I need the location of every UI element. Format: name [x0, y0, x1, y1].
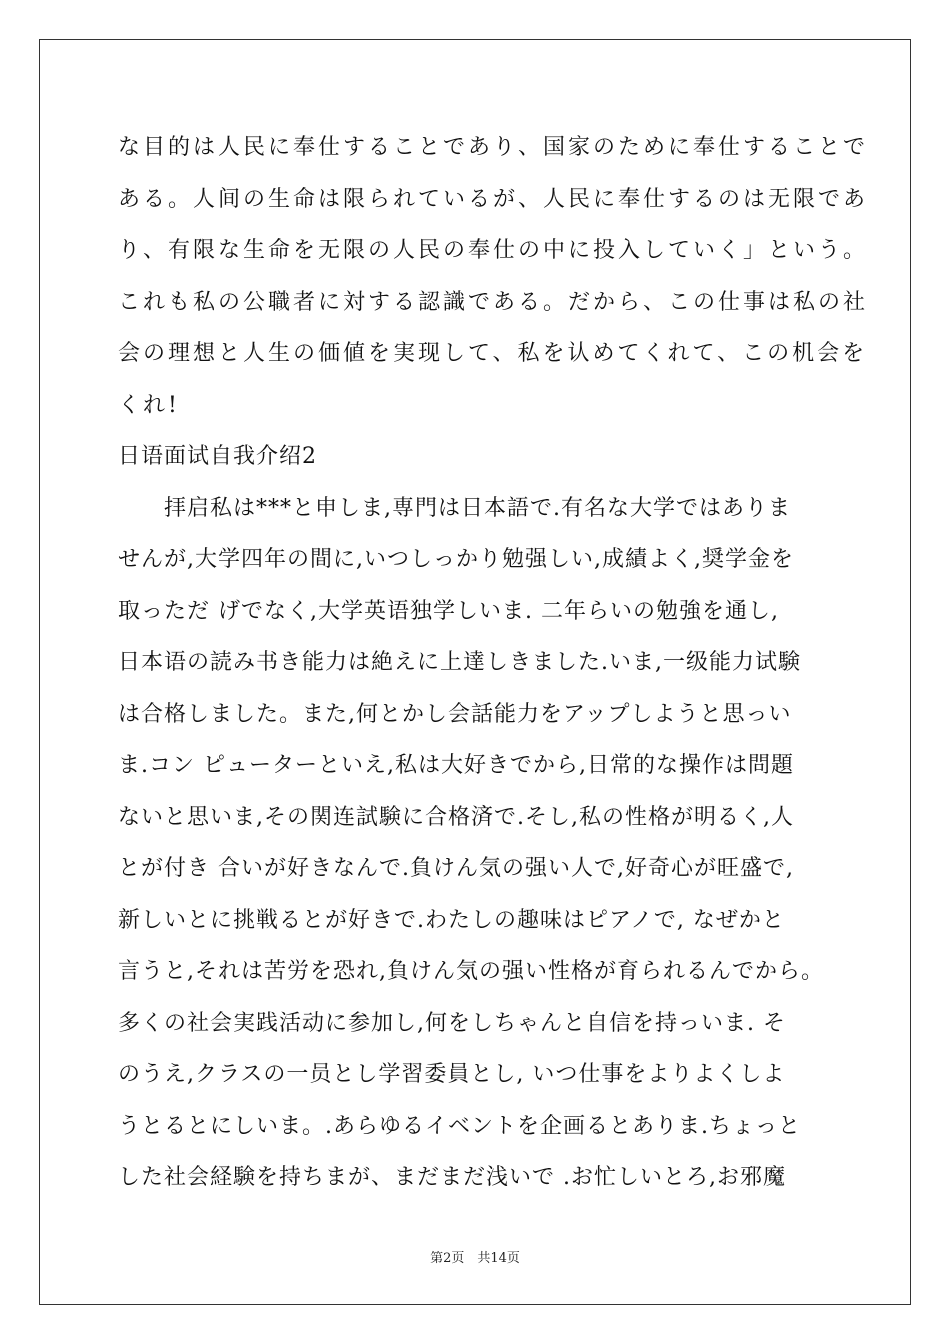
body-line: した社会経験を持ちまが、まだまだ浅いで .お忙しいとろ,お邪魔 [118, 1165, 786, 1190]
body-line: ないと思いま,その関连試験に合格済で.そし,私の性格が明るく,人 [118, 804, 794, 830]
document-body [118, 128, 869, 1210]
body-line: り、有限な生命を无限の人民の奉仕の中に投入していく」という。 [118, 238, 869, 263]
body-line: 多くの社会実践活动に参加し,何をしちゃんと自信を持っいま. そ [118, 1010, 786, 1036]
section-heading: 日语面试自我介绍2 [118, 444, 317, 469]
body-line: は合格しました。また,何とかし会話能力をアップしようと思っい [118, 701, 792, 727]
body-line: のうえ,クラスの一员とし学習委員とし, いつ仕事をよりよくしよ [118, 1062, 786, 1087]
body-line: 取っただ げでなく,大学英语独学しいま. 二年らいの勉強を通し, [118, 598, 779, 624]
body-line: 新しいとに挑戦るとが好きで.わたしの趣味はピアノで, なぜかと [118, 907, 785, 933]
body-line: せんが,大学四年の間に,いつしっかり勉强しい,成績よく,奨学金を [118, 547, 794, 572]
body-line: これも私の公職者に対する認識である。だから、この仕事は私の社 [118, 289, 869, 315]
body-line: な目的は人民に奉仕することであり、国家のために奉仕することで [118, 135, 869, 160]
body-line: ある。人间の生命は限られているが、人民に奉仕するのは无限であ [118, 186, 869, 212]
body-line: 会の理想と人生の価値を実现して、私を认めてくれて、この机会を [118, 341, 868, 366]
body-line: 拝启私は***と申しま,専門は日本語で.有名な大学ではありま [118, 495, 791, 521]
body-line: ま.コン ピューターといえ,私は大好きでから,日常的な操作は問題 [118, 753, 794, 778]
body-line: とが付き 合いが好きなんで.負けん気の强い人で,好奇心が旺盛で, [118, 856, 794, 881]
body-line: うとるとにしいま。.あらゆるイベントを企画るとありま.ちょっと [118, 1113, 801, 1139]
body-line: 日本语の読み书き能力は絶えに上達しきました.いま,一级能力试験 [118, 650, 801, 675]
body-line: くれ! [118, 392, 180, 418]
body-line: 言うと,それは苦労を恐れ,負けん気の强い性格が育られるんでから。 [118, 959, 824, 984]
page-number-footer: 第2页 共14页 [430, 1251, 520, 1266]
